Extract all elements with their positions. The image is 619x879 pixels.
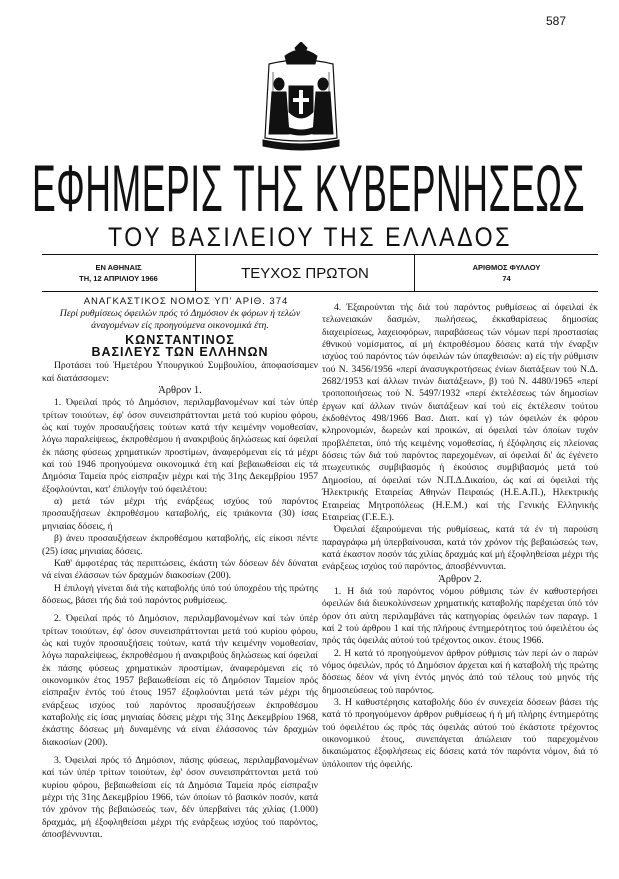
left-column xyxy=(42,296,318,841)
article-1-paragraph-4: 4. Έξαιρούνται τής διά τού παρόντος ρυθμίσεως αί όφειλαί έκ τελωνειακών δασμών, πωλήσεως, έκκαθαρίσεως δημοσίας διαχειρίσεως, λαχειοφόρων, παραβάσεως τών νόμων περί προστασίας έθνικού νομίσματος, αί μή έκπροθέσμου δόσεις κατά τήν έναρξιν ισχύος τού παρόντος τών όφειλών τών ύπαχθεισών: α) είς τήν ρύθμισιν τού Ν. 3456/1956 «περί άνασυγκροτήσεως ένίων διατάξεων τού Ν.Δ. 2682/1953 καί άλλων τινών διατάξεων», β) τού Ν. 4480/1965 «περί τροποποιήσεως τού Ν. 5497/1932 «περί έκτελέσεως τών δημοσίων έργων καί άλλων τινών διατάξεων καί τού είς έκτέλεσιν τούτου έκδοθέντος 498/1966 Βασ. Διατ. καί γ) τών όφειλών έκ φόρου κληρονομιών, δωρεών καί προικών, αί όφειλαί τών όποίων τυχόν προβλέπεται, ύπό τής κειμένης νομοθεσίας, ή έξόφλησις είς πλείονας δόσεις τών διά τού παρόντος παρεχομένων, αί όφειλαί δι' άς έγένετο πτωχευτικός συμβιβασμός ή έκούσιος συμβιβασμός μετά τού Δημοσίου, αί όφειλαί τών Ν.Π.Δ.Δικαίου, ώς καί αί όφειλαί τής Ήλεκτρικής Εταιρείας Αθηνών Πειραιώς (Η.Ε.Α.Π.), Ηλεκτρικής Εταιρείας Μητροπόλεως (Η.Ε.Μ.) καί τής Γενικής Ελληνικής Εταιρείας (Γ.Ε.Ε.). xyxy=(322,302,598,523)
article-1-option-b: β) άνευ προσαυξήσεων έκπροθέσμου καταβολής, είς είκοσι πέντε (25) ίσας μηνιαίας δόσεις. xyxy=(42,533,318,557)
article-1-option-a: α) μετά τών μέχρι τής ενάρξεως ισχύος τού παρόντος προσαυξήσεων έκπροθέσμου καταβολής, είς τριάκοντα (30) ίσας μηνιαίας δόσεις, ή xyxy=(42,496,318,532)
place: ΕΝ ΑΘΗΝΑΙΣ xyxy=(95,263,142,272)
article-1-paragraph-1: 1. Όφειλαί πρός τό Δημόσιον, περιλαμβανομένων καί τών ύπέρ τρίτων τοιούτων, έφ' όσον συνεισπράττονται μετά τού κυρίου φόρου, ώς καί τυχόν προσαυξήσεις τούτων κατά τήν κειμένην νομοθεσίαν, λόγω παραλείψεως, έκπροθέσμου ή ανακριβούς δηλώσεως καί όφειλαί έκ πάσης φύσεως χρηματικών προστίμων, άναφερόμεναι είς τά μέχρι καί τού 1946 προηγούμενα οικονομικά έτη καί βεβαιωθείσαι είς τά Δημόσια Ταμεία πρός είσπραξιν μέχρι καί τής 31ης Δεκεμβρίου 1957 έξοφλούνται, κατ' έπιλογήν τού όφειλέτου: xyxy=(42,397,318,495)
royal-coat-of-arms-icon xyxy=(255,42,347,154)
sheet-number: 74 xyxy=(502,274,511,283)
issue-volume: ΤΕΥΧΟΣ ΠΡΩΤΟΝ xyxy=(241,264,369,282)
article-2-paragraph-2: 2. Η κατά τό προηγούμενον άρθρον ρύθμισις τών περί ών ο παρών νόμος όφειλών, πρός τό Δημόσιον άρχεται καί ή καταβολή τής πρώτης δόσεως δέον νά γίνη έντός μηνός άπό τού τέλους τού μηνός τής δημοσιεύσεως τού παρόντος. xyxy=(322,647,598,696)
king-title: ΒΑΣΙΛΕΥΣ ΤΩΝ ΕΛΛΗΝΩΝ xyxy=(91,345,269,360)
preamble: Προτάσει τού Ήμετέρου Υπουργικού Συμβουλίου, άποφασίσαμεν καί διατάσσομεν: xyxy=(42,360,318,384)
gazette-subtitle: ΤΟΥ ΒΑΣΙΛΕΙΟΥ ΤΗΣ ΕΛΛΑΔΟΣ xyxy=(108,222,513,252)
article-1-paragraph-2: 2. Όφειλαί πρός τό Δημόσιον, περιλαμβανομένων καί τών ύπέρ τρίτων τοιούτων, έφ' όσον συνεισπράττονται μετά τού κυρίου φόρου, ώς καί τυχόν προσαυξήσεις τούτων, κατά τήν κειμένην νομοθεσίαν, λόγω παραλείψεως, έκπροθέσμου ή ανακριβούς δηλώσεως καί όφειλαί έκ πάσης φύσεως χρηματικών προστίμων, άναφερόμεναι είς τό οικονομικόν έτος 1957 βεβαιωθείσαι είς τό Δημόσιον Ταμείον πρός είσπραξιν έντός τού έτους 1957 έξοφλούνται μετά τών μέχρι τής ενάρξεως ισχύος τού παρόντος προσαυξήσεων έκπροθέσμου καταβολής είς ίσας μηνιαίας δόσεις μέχρι τής 31ης Δεκεμβρίου 1968, έκάστης δόσεως μή δυναμένης νά είναι έλάσσονος τών δραχμών διακοσίων (200). xyxy=(42,613,318,748)
article-1-title: Άρθρον 1. xyxy=(158,385,202,397)
article-1-selection: Η έπιλογή γίνεται διά τής καταβολής ύπό τού ύποχρέου τής πρώτης δόσεως, βάσει τής διά τού παρόντος ρυθμίσεως. xyxy=(42,582,318,606)
issue-volume-cell xyxy=(196,255,415,291)
sheet-number-cell xyxy=(415,255,598,291)
article-1-minimum-installment: Καθ' άμφοτέρας τάς περιπτώσεις, έκάστη τών δόσεων δέν δύναται νά είναι έλάσσων τών δραχμών διακοσίων (200). xyxy=(42,557,318,582)
article-2-title: Άρθρον 2. xyxy=(438,573,482,585)
issue-date: ΤΗ, 12 ΑΠΡΙΛΙΟΥ 1966 xyxy=(79,274,158,283)
article-2-paragraph-3: 3. Η καθυστέρησις καταβολής δύο έν συνεχεία δόσεων βάσει τής κατά τό προηγούμενον άρθρον ρυθμίσεως ή ή μή πλήρης έντημερότης τού όφειλέτου ώς πρός τάς όφειλάς αύτού τού έκάστοτε τρέχοντος οικονομικού έτους, συνεπάγεται άπώλειαν τού παρεχομένου δικαιώματος έξοφλήσεως είς δόσεις κατά τόν παρόντα νόμον, διά τό ύπόλοιπον τής όφειλής. xyxy=(322,697,598,770)
article-1-paragraph-3: 3. Όφειλαί πρός τό Δημόσιον, πάσης φύσεως, περιλαμβανομένων καί τών ύπέρ τρίτων τοιούτων, έφ' όσον συνεισπράττονται μετά τού κυρίου φόρου, βεβαιωθείσαι είς τά Δημόσια Ταμεία πρός είσπραξιν μέχρι τής 31ης Δεκεμβρίου 1966, τών όποίων τό βασικόν ποσόν, κατά τόν χρόνον τής βεβαιώσεώς των, δέν ύπερβαίνει τάς χιλίας (1.000) δραχμάς, μή έξοφληθείσαι μέχρι τής ενάρξεως ισχύος τού παρόντος, άποσβέννυνται. xyxy=(42,755,318,841)
article-1-paragraph-5: Όφειλαί έξαιρούμεναι τής ρυθμίσεως, κατά τά έν τή παρούση παραγράφω μή ύπερβαίνουσαι, κατά τόν χρόνον τής βεβαιώσεώς των, κατά έκαστον ποσόν τάς χιλίας δραχμάς καί μή έξοφληθείσαι μέχρι τής ενάρξεως ισχύος τού παρόντος, άποσβέννυνται. xyxy=(322,524,598,573)
gazette-title: ΕΦΗΜΕΡΙΣ ΤΗΣ ΚΥΒΕΡΝΗΣΕΩΣ xyxy=(32,151,586,225)
issue-header-bar xyxy=(42,254,598,292)
page-number: 587 xyxy=(546,14,567,28)
place-date-cell xyxy=(42,255,196,291)
right-column xyxy=(322,296,598,771)
king-name: ΚΩΝΣΤΑΝΤΙΝΟΣ xyxy=(125,333,235,348)
sheet-number-label: ΑΡΙΘΜΟΣ ΦΥΛΛΟΥ xyxy=(472,263,541,272)
law-heading: ΑΝΑΓΚΑΣΤΙΚΟΣ ΝΟΜΟΣ ΥΠ' ΑΡΙΘ. 374 xyxy=(83,296,289,307)
article-2-paragraph-1: 1. Η διά τού παρόντος νόμου ρύθμισις τών έν καθυστερήσει όφειλών διά διευκολύνσεων χρηματικής καταβολής παρέχεται ύπό τόν όρον ότι αύτη περιλαμβάνει τάς κατηγορίας όφειλών των παραγρ. 1 καί 2 τού άρθρου 1 καί τής πλήρους έντημερότητος τού όφειλέτου ώς πρός τάς όφειλάς αύτού τού τρέχοντος οικον. έτους 1966. xyxy=(322,585,598,647)
law-subject: Περί ρυθμίσεως όφειλών πρός τό Δημόσιον έκ φόρων ή τελών άναγομένων είς προηγούμενα οικονομικά έτη. xyxy=(59,308,301,332)
